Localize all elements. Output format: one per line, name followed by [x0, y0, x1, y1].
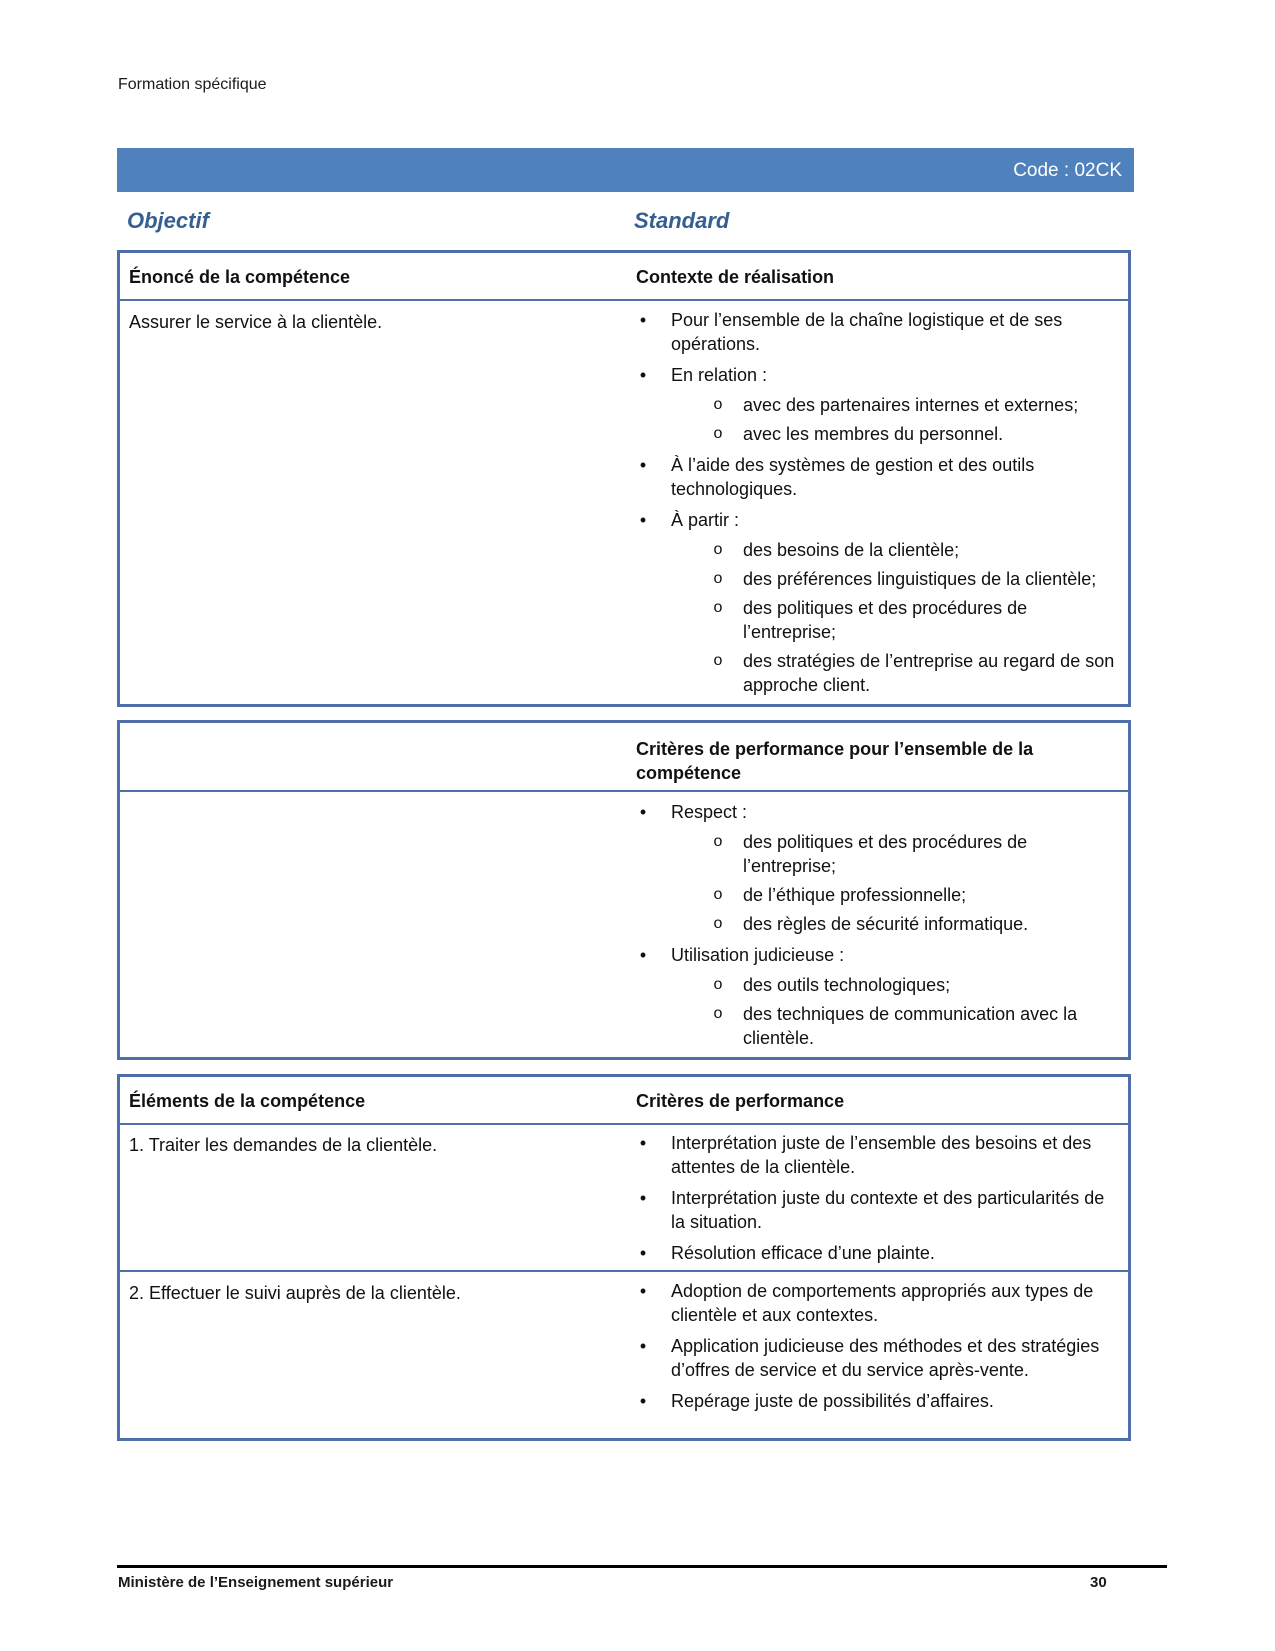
- list-item-text: Pour l’ensemble de la chaîne logistique et de ses opérations.: [671, 310, 1063, 354]
- list-item: [636, 943, 1116, 1050]
- context-list: [636, 308, 1116, 704]
- section-header: Formation spécifique: [118, 76, 267, 93]
- sub-bullet-icon: o: [713, 833, 723, 850]
- bullet-icon: •: [639, 1281, 647, 1301]
- bullet-icon: •: [639, 945, 647, 965]
- sub-list: [671, 393, 1116, 446]
- sub-bullet-icon: o: [713, 1005, 723, 1022]
- sub-bullet-icon: o: [713, 570, 723, 587]
- bullet-icon: •: [639, 1133, 647, 1153]
- bullet-icon: •: [639, 455, 647, 475]
- sub-list-item: [671, 830, 1116, 878]
- sub-list-item: [671, 973, 1116, 997]
- elements-header: Éléments de la compétence: [129, 1091, 366, 1111]
- list-item-text: Interprétation juste du contexte et des particularités de la situation.: [671, 1188, 1105, 1232]
- competency-statement-table: [117, 250, 1131, 707]
- sub-list-item: [671, 596, 1116, 644]
- bullet-icon: •: [639, 310, 647, 330]
- list-item-text: Résolution efficace d’une plainte.: [671, 1243, 935, 1263]
- table-header-row: [120, 1077, 1128, 1125]
- list-item-text: des techniques de communication avec la clientèle.: [743, 1004, 1078, 1048]
- list-item-text: avec les membres du personnel.: [743, 424, 1004, 444]
- element-1-criteria: [636, 1131, 1116, 1272]
- standard-heading: Standard: [634, 208, 730, 233]
- sub-list-item: [671, 649, 1116, 697]
- list-item-text: En relation :: [671, 365, 768, 385]
- row-divider: [120, 1270, 1128, 1272]
- bullet-icon: •: [639, 1243, 647, 1263]
- criterion-item: [636, 1279, 1116, 1327]
- objectif-heading: Objectif: [127, 208, 209, 233]
- list-item-text: des préférences linguistiques de la clientèle;: [743, 569, 1097, 589]
- list-item-text: des politiques et des procédures de l’entreprise;: [743, 832, 1028, 876]
- overall-criteria-table: [117, 720, 1131, 1060]
- list-item-text: des outils technologiques;: [743, 975, 951, 995]
- list-item-text: Application judicieuse des méthodes et des stratégies d’offres de service et du service après-vente.: [671, 1336, 1100, 1380]
- criterion-item: [636, 1186, 1116, 1234]
- bullet-icon: •: [639, 1188, 647, 1208]
- element-2-criteria: [636, 1279, 1116, 1420]
- sub-list: [671, 830, 1116, 936]
- list-item: [636, 363, 1116, 446]
- table-header-row: [120, 723, 1128, 792]
- bullet-icon: •: [639, 510, 647, 530]
- criterion-item: [636, 1241, 1116, 1265]
- element-2: 2. Effectuer le suivi auprès de la clientèle.: [129, 1283, 461, 1303]
- list-item-text: Repérage juste de possibilités d’affaires.: [671, 1391, 994, 1411]
- sub-bullet-icon: o: [713, 886, 723, 903]
- code-banner: [117, 148, 1134, 192]
- list-item-text: Respect :: [671, 802, 748, 822]
- element-1: 1. Traiter les demandes de la clientèle.: [129, 1135, 438, 1155]
- criterion-item: [636, 1389, 1116, 1413]
- list-item-text: des besoins de la clientèle;: [743, 540, 960, 560]
- list-item: [636, 308, 1116, 356]
- sub-list-item: [671, 538, 1116, 562]
- sub-bullet-icon: o: [713, 541, 723, 558]
- sub-list-item: [671, 883, 1116, 907]
- sub-list-item: [671, 567, 1116, 591]
- list-item-text: Adoption de comportements appropriés aux types de clientèle et aux contextes.: [671, 1281, 1094, 1325]
- list-item-text: À l’aide des systèmes de gestion et des outils technologiques.: [671, 455, 1035, 499]
- sub-bullet-icon: o: [713, 652, 723, 669]
- list-item: [636, 508, 1116, 697]
- criterion-item: [636, 1334, 1116, 1382]
- footer-rule: [117, 1565, 1167, 1568]
- table-header-row: [120, 253, 1128, 301]
- sub-list: [671, 538, 1116, 697]
- sub-list: [671, 973, 1116, 1050]
- sub-list-item: [671, 912, 1116, 936]
- competency-code: Code : 02CK: [1013, 160, 1122, 181]
- sub-bullet-icon: o: [713, 915, 723, 932]
- sub-list-item: [671, 1002, 1116, 1050]
- sub-bullet-icon: o: [713, 976, 723, 993]
- sub-bullet-icon: o: [713, 425, 723, 442]
- sub-list-item: [671, 393, 1116, 417]
- overall-criteria-header: Critères de performance pour l’ensemble de la compétence: [636, 739, 1034, 783]
- list-item-text: des stratégies de l’entreprise au regard de son approche client.: [743, 651, 1115, 695]
- sub-bullet-icon: o: [713, 396, 723, 413]
- list-item: [636, 800, 1116, 936]
- list-item-text: À partir :: [671, 510, 740, 530]
- bullet-icon: •: [639, 1391, 647, 1411]
- list-item-text: de l’éthique professionnelle;: [743, 885, 967, 905]
- page-number: 30: [1090, 1574, 1107, 1591]
- list-item-text: Utilisation judicieuse :: [671, 945, 845, 965]
- bullet-icon: •: [639, 802, 647, 822]
- statement-header: Énoncé de la compétence: [129, 267, 351, 287]
- bullet-icon: •: [639, 1336, 647, 1356]
- list-item: [636, 453, 1116, 501]
- competency-statement: Assurer le service à la clientèle.: [129, 312, 383, 332]
- list-item-text: Interprétation juste de l’ensemble des besoins et des attentes de la clientèle.: [671, 1133, 1092, 1177]
- criterion-item: [636, 1131, 1116, 1179]
- context-header: Contexte de réalisation: [636, 267, 835, 287]
- list-item-text: des règles de sécurité informatique.: [743, 914, 1029, 934]
- list-item-text: avec des partenaires internes et externes;: [743, 395, 1079, 415]
- sub-bullet-icon: o: [713, 599, 723, 616]
- overall-criteria-list: [636, 800, 1116, 1057]
- sub-list-item: [671, 422, 1116, 446]
- elements-table: [117, 1074, 1131, 1441]
- performance-criteria-header: Critères de performance: [636, 1091, 845, 1111]
- footer-ministry: Ministère de l’Enseignement supérieur: [118, 1574, 394, 1591]
- bullet-icon: •: [639, 365, 647, 385]
- list-item-text: des politiques et des procédures de l’entreprise;: [743, 598, 1028, 642]
